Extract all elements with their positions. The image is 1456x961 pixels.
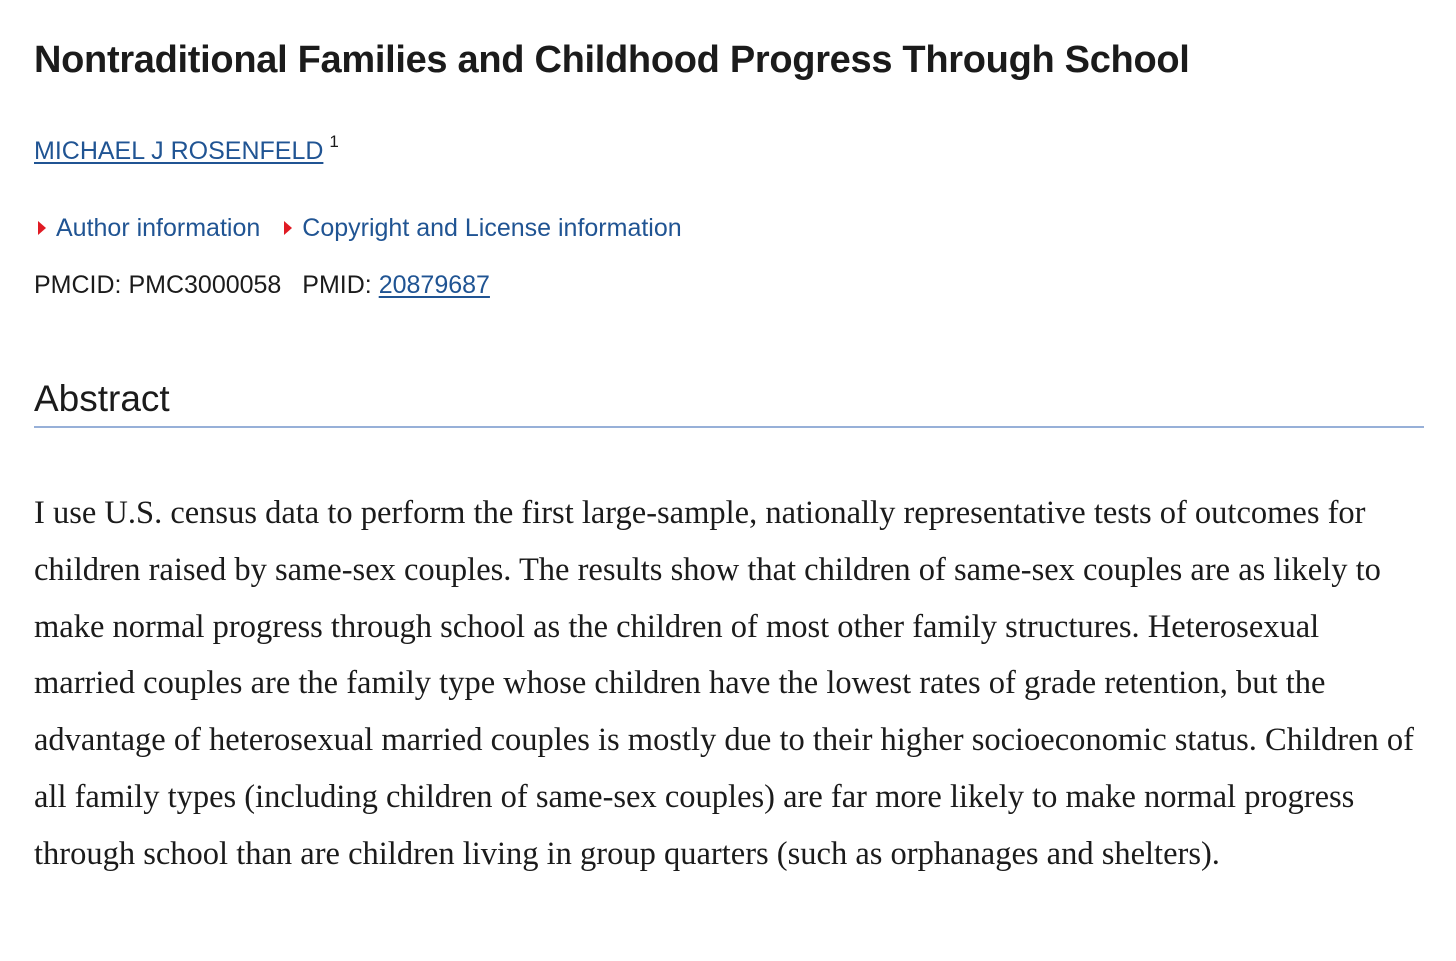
info-toggles	[34, 210, 702, 246]
author-link[interactable]: MICHAEL J ROSENFELD	[34, 137, 324, 165]
caret-right-icon	[38, 221, 46, 235]
pmid-link[interactable]: 20879687	[378, 271, 490, 299]
pmcid-value: PMC3000058	[128, 271, 282, 299]
author-information-label: Author information	[56, 214, 261, 242]
article-title: Nontraditional Families and Childhood Progress Through School	[34, 39, 1190, 81]
pmid-label: PMID:	[302, 271, 372, 299]
affiliation-marker: 1	[329, 132, 339, 151]
abstract-heading: Abstract	[34, 378, 170, 419]
caret-right-icon	[284, 221, 292, 235]
copyright-license-toggle[interactable]	[280, 210, 681, 246]
author-information-toggle[interactable]	[34, 210, 260, 246]
abstract-divider	[34, 426, 1424, 428]
abstract-text: I use U.S. census data to perform the first large-sample, nationally representative tests of outcomes for children raised by same-sex couples. The results show that children of same-sex couples are as likely to make normal progress through school as the children of most other family structures. Heterosexual married couples are the family type whose children have the lowest rates of grade retention, but the advantage of heterosexual married couples is mostly due to their higher socioeconomic status. Children of all family types (including children of same-sex couples) are far more likely to make normal progress through school than are children living in group quarters (such as orphanages and shelters).	[34, 495, 1414, 872]
author-line	[34, 124, 339, 169]
pmcid-label: PMCID:	[34, 271, 122, 299]
article-ids	[34, 267, 490, 303]
copyright-license-label: Copyright and License information	[302, 214, 682, 242]
